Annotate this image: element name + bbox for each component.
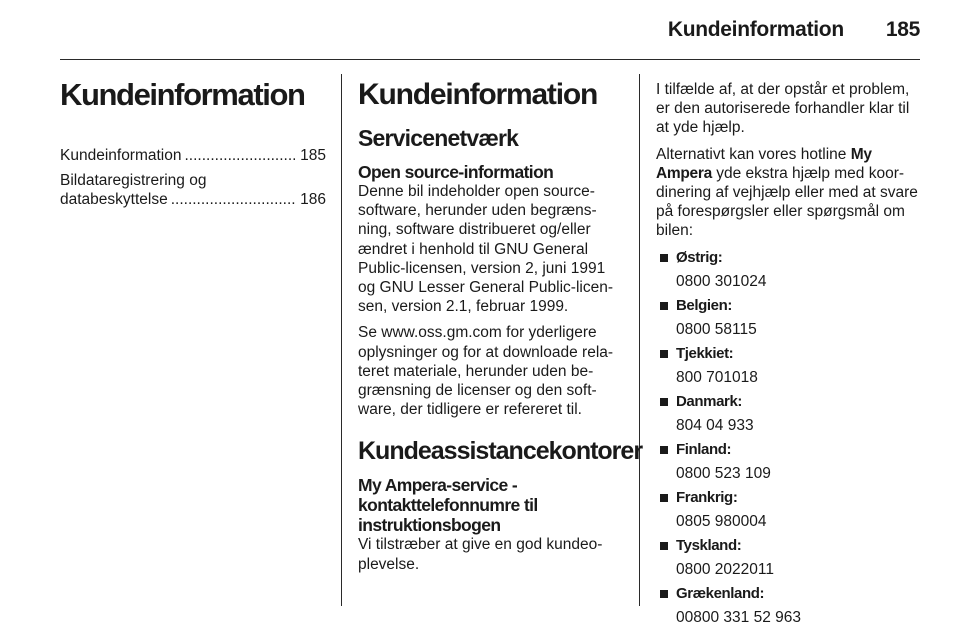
hotline-name: My Ampera: [656, 145, 872, 182]
page-number: 185: [885, 18, 920, 41]
section-heading-servicenetvaerk: Servicenetværk: [358, 125, 519, 151]
country-label-row: [656, 440, 922, 460]
country-label-row: [656, 296, 922, 316]
list-item: [656, 296, 922, 340]
subheading-open-source: Open source-information: [358, 162, 554, 182]
list-item: [656, 440, 922, 484]
hotline-text-start: Alternativt kan vores hotline: [656, 145, 847, 163]
square-bullet-icon: [660, 446, 668, 454]
chapter-title: Kundeinformation: [60, 77, 305, 112]
square-bullet-icon: [660, 398, 668, 406]
section-main-title: Kundeinformation: [358, 78, 598, 111]
toc-entry-label: Kundeinformation: [60, 147, 182, 164]
toc-entry[interactable]: [60, 171, 326, 209]
country-label-row: [656, 392, 922, 412]
list-item: [656, 344, 922, 388]
square-bullet-icon: [660, 350, 668, 358]
paragraph: I tilfælde af, at der opstår et problem, er den autoriserede forhandler klar til at yde hjælp.: [656, 81, 910, 137]
country-label-row: [656, 488, 922, 508]
toc-entry-label-line2: databeskyttelse: [60, 191, 168, 208]
country-name: Danmark:: [676, 392, 742, 410]
country-label-row: [656, 248, 922, 268]
hotline-text-end: yde ekstra hjælp med koor-dinering af vejhjælp eller med at svare på forespørgsler eller spørgsmål om bilen:: [656, 164, 918, 240]
country-name: Grækenland:: [676, 584, 765, 602]
column-rule-2: [639, 74, 640, 606]
square-bullet-icon: [660, 542, 668, 550]
phone-number: 800 701018: [676, 368, 758, 386]
paragraph: Se www.oss.gm.com for yderligere oplysninger og for at downloade rela-teret materiale, herunder uden be-grænsning de licenser og den soft-ware, der tidligere er refereret til.: [358, 324, 614, 419]
phone-number: 0800 2022011: [676, 560, 774, 578]
phone-number: 0805 980004: [676, 512, 767, 530]
phone-number: 804 04 933: [676, 416, 754, 434]
list-item: [656, 248, 922, 292]
column-toc: [60, 72, 326, 215]
toc-leader-dots: [185, 146, 298, 165]
toc-entry-page: 185: [300, 147, 326, 164]
running-head: [668, 18, 920, 42]
list-item: [656, 584, 922, 628]
table-of-contents: [60, 146, 326, 209]
square-bullet-icon: [660, 302, 668, 310]
country-name: Finland:: [676, 440, 732, 458]
toc-entry-page: 186: [300, 191, 326, 208]
column-content-2: [656, 80, 922, 632]
phone-number: 0800 523 109: [676, 464, 771, 482]
section-heading-kundeassistance: Kundeassistancekontorer: [358, 437, 643, 466]
subheading-my-ampera-service: My Ampera-service - kontakttelefonnumre til instruktionsbogen: [358, 475, 538, 536]
country-label-row: [656, 344, 922, 364]
header-rule: [60, 59, 920, 60]
phone-number: 00800 331 52 963: [676, 608, 801, 626]
square-bullet-icon: [660, 494, 668, 502]
paragraph: Vi tilstræber at give en god kundeo-plevelse.: [358, 536, 603, 573]
paragraph: Denne bil indeholder open source-software, herunder uden begræns-ning, software distribueret og/eller ændret i henhold til GNU General Public-licensen, version 2, juni 1991 og GNU Lesser General Public-licen-sen, version 2.1, februar 1999.: [358, 183, 613, 316]
toc-entry-label-line1: Bildataregistrering og: [60, 172, 207, 189]
country-name: Tyskland:: [676, 536, 742, 554]
toc-leader-dots: [171, 190, 297, 209]
country-name: Østrig:: [676, 248, 723, 266]
country-label-row: [656, 584, 922, 604]
column-rule-1: [341, 74, 342, 606]
list-item: [656, 488, 922, 532]
country-name: Belgien:: [676, 296, 732, 314]
square-bullet-icon: [660, 254, 668, 262]
paragraph-hotline: [656, 145, 922, 241]
country-name: Tjekkiet:: [676, 344, 734, 362]
country-phone-list: [656, 248, 922, 628]
toc-entry[interactable]: [60, 146, 326, 165]
column-content-1: [358, 72, 643, 581]
country-label-row: [656, 536, 922, 556]
phone-number: 0800 58115: [676, 320, 757, 338]
square-bullet-icon: [660, 590, 668, 598]
phone-number: 0800 301024: [676, 272, 767, 290]
running-head-title: Kundeinformation: [667, 18, 844, 41]
list-item: [656, 392, 922, 436]
country-name: Frankrig:: [676, 488, 738, 506]
list-item: [656, 536, 922, 580]
